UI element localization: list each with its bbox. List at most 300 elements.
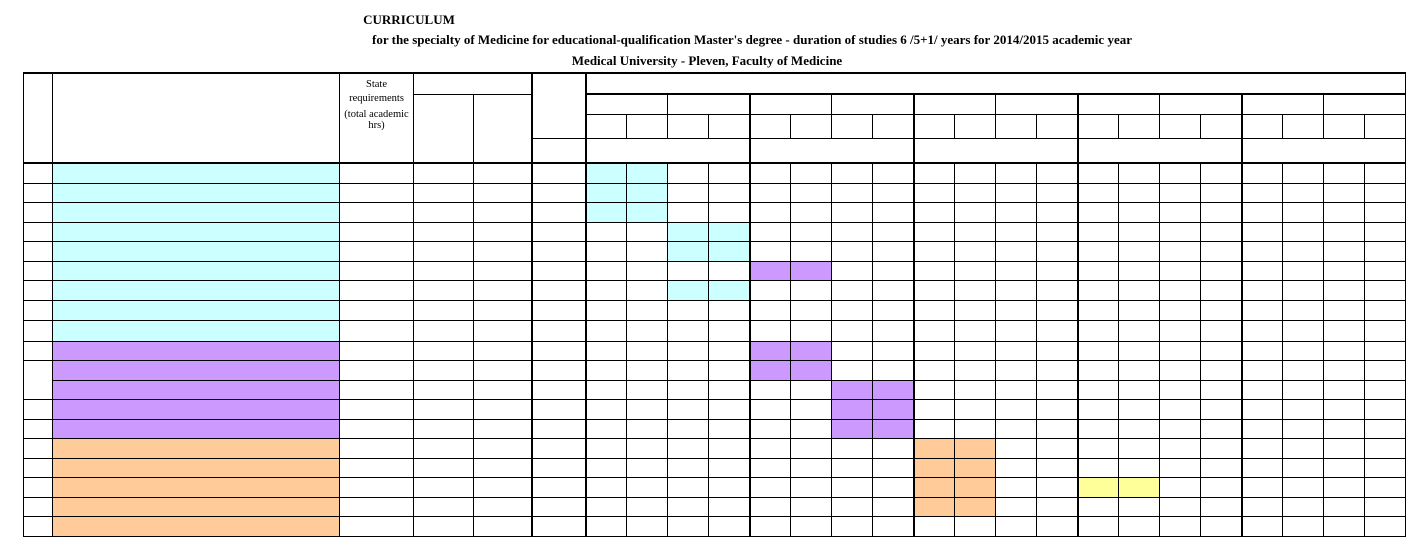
semester-load-cell (1242, 222, 1283, 242)
header-no (24, 73, 53, 163)
semester-load-cell (1078, 222, 1119, 242)
practicals-value (474, 222, 532, 242)
table-cell (832, 517, 873, 537)
semester-load-cell (668, 183, 709, 203)
semester-load-cell (1365, 458, 1406, 478)
semester-load-cell (955, 361, 996, 381)
year-header (1078, 139, 1242, 164)
doc-title: CURRICULUM (363, 12, 455, 27)
semester-load-cell (1037, 300, 1078, 321)
semester-load-cell (1365, 400, 1406, 420)
semester-load-cell (1365, 341, 1406, 361)
semester-load-cell (627, 341, 668, 361)
semester-load-cell (955, 222, 996, 242)
row-number (24, 517, 53, 537)
credits-value (532, 300, 586, 321)
semester-load-cell (1201, 497, 1242, 517)
semester-load-cell (791, 261, 832, 281)
discipline-name (53, 400, 340, 420)
semester-load-cell (1365, 242, 1406, 262)
state-hours (340, 261, 414, 281)
row-number (24, 361, 53, 400)
semester-load-cell (709, 439, 750, 459)
semester-load-cell (996, 380, 1037, 400)
lectures-value (414, 439, 474, 459)
discipline-name (53, 380, 340, 400)
semester-load-cell (1201, 183, 1242, 203)
header-loading (586, 73, 1406, 94)
semester-load-cell (668, 281, 709, 301)
row-number (24, 400, 53, 420)
state-hours (340, 341, 414, 361)
semester-load-cell (1037, 400, 1078, 420)
credits-value (532, 478, 586, 498)
semester-load-cell (750, 458, 791, 478)
header-total-credits (532, 73, 586, 139)
discipline-name (53, 341, 340, 361)
semester-load-cell (750, 380, 791, 400)
semester-load-cell (791, 203, 832, 223)
semester-load-cell (709, 281, 750, 301)
lp-header (1037, 115, 1078, 139)
semester-load-cell (1160, 183, 1201, 203)
semester-load-cell (1242, 261, 1283, 281)
semester-load-cell (914, 380, 955, 400)
table-cell (1242, 517, 1283, 537)
semester-load-cell (586, 439, 627, 459)
semester-load-cell (709, 183, 750, 203)
semester-load-cell (1119, 400, 1160, 420)
lp-header (668, 115, 709, 139)
lp-header (1365, 115, 1406, 139)
semester-load-cell (586, 400, 627, 420)
semester-load-cell (832, 341, 873, 361)
table-row (24, 361, 1406, 381)
semester-load-cell (586, 321, 627, 342)
lectures-value (414, 341, 474, 361)
semester-load-cell (791, 300, 832, 321)
semester-load-cell (914, 222, 955, 242)
header-state-line: (total academic hrs) (344, 109, 409, 132)
state-hours (340, 458, 414, 478)
semester-load-cell (750, 222, 791, 242)
semester-load-cell (1078, 300, 1119, 321)
semester-load-cell (1242, 439, 1283, 459)
discipline-name (53, 261, 340, 281)
table-row (24, 261, 1406, 281)
credits-value (532, 163, 586, 183)
semester-load-cell (1201, 458, 1242, 478)
lectures-value (414, 478, 474, 498)
header-practicals (474, 94, 532, 163)
lectures-value (414, 321, 474, 342)
semester-load-cell (586, 183, 627, 203)
semester-load-cell (873, 300, 914, 321)
semester-load-cell (791, 458, 832, 478)
semester-load-cell (1160, 497, 1201, 517)
semester-load-cell (750, 281, 791, 301)
semester-load-cell (1078, 439, 1119, 459)
semester-load-cell (586, 458, 627, 478)
semester-load-cell (1324, 321, 1365, 342)
semester-load-cell (1201, 478, 1242, 498)
semester-load-cell (914, 281, 955, 301)
header-weeks (414, 73, 532, 94)
lectures-value (414, 300, 474, 321)
row-number (24, 183, 53, 203)
semester-load-cell (1283, 458, 1324, 478)
table-cell (1365, 517, 1406, 537)
year-header (586, 139, 750, 164)
semester-load-cell (1283, 380, 1324, 400)
discipline-name (53, 419, 340, 439)
semester-load-cell (1242, 341, 1283, 361)
lp-header (873, 115, 914, 139)
semester-header (668, 94, 750, 115)
semester-load-cell (1037, 321, 1078, 342)
lectures-value (414, 261, 474, 281)
semester-load-cell (1078, 281, 1119, 301)
semester-load-cell (1365, 380, 1406, 400)
semester-load-cell (791, 478, 832, 498)
state-hours (340, 497, 414, 517)
semester-load-cell (1365, 419, 1406, 439)
semester-load-cell (832, 439, 873, 459)
semester-load-cell (1160, 163, 1201, 183)
semester-load-cell (996, 439, 1037, 459)
semester-load-cell (873, 222, 914, 242)
semester-load-cell (873, 261, 914, 281)
semester-header (750, 94, 832, 115)
semester-load-cell (955, 478, 996, 498)
semester-load-cell (1242, 380, 1283, 400)
semester-load-cell (914, 203, 955, 223)
semester-header (1242, 94, 1324, 115)
lp-header (1283, 115, 1324, 139)
semester-load-cell (996, 183, 1037, 203)
semester-load-cell (627, 419, 668, 439)
semester-load-cell (955, 458, 996, 478)
semester-load-cell (832, 261, 873, 281)
state-hours (340, 300, 414, 321)
table-row (24, 439, 1406, 459)
credits-value (532, 321, 586, 342)
semester-load-cell (955, 419, 996, 439)
semester-load-cell (1201, 341, 1242, 361)
semester-load-cell (1324, 222, 1365, 242)
practicals-value (474, 321, 532, 342)
semester-load-cell (996, 361, 1037, 381)
semester-load-cell (1242, 361, 1283, 381)
lectures-value (414, 400, 474, 420)
semester-load-cell (668, 458, 709, 478)
credits-value (532, 497, 586, 517)
state-hours (340, 380, 414, 400)
semester-load-cell (1119, 163, 1160, 183)
semester-load-cell (1078, 321, 1119, 342)
semester-load-cell (1201, 281, 1242, 301)
semester-load-cell (1078, 242, 1119, 262)
semester-load-cell (1160, 361, 1201, 381)
credits-value (532, 419, 586, 439)
semester-load-cell (1160, 400, 1201, 420)
credits-value (532, 183, 586, 203)
semester-load-cell (1324, 341, 1365, 361)
semester-load-cell (750, 478, 791, 498)
semester-load-cell (832, 419, 873, 439)
practicals-value (474, 281, 532, 301)
year-header (750, 139, 914, 164)
year-header (1242, 139, 1406, 164)
semester-load-cell (955, 242, 996, 262)
semester-load-cell (709, 242, 750, 262)
practicals-value (474, 341, 532, 361)
semester-load-cell (1160, 380, 1201, 400)
semester-load-cell (1201, 361, 1242, 381)
semester-load-cell (709, 222, 750, 242)
semester-load-cell (1324, 361, 1365, 381)
table-cell (1037, 517, 1078, 537)
semester-load-cell (996, 222, 1037, 242)
semester-load-cell (914, 439, 955, 459)
table-row (24, 321, 1406, 342)
semester-load-cell (832, 222, 873, 242)
semester-load-cell (1324, 419, 1365, 439)
row-number (24, 321, 53, 342)
table-cell (532, 517, 586, 537)
semester-header (914, 94, 996, 115)
table-row (24, 242, 1406, 262)
semester-load-cell (1283, 361, 1324, 381)
practicals-value (474, 380, 532, 400)
semester-load-cell (627, 281, 668, 301)
semester-load-cell (1324, 261, 1365, 281)
semester-load-cell (1201, 380, 1242, 400)
semester-load-cell (873, 183, 914, 203)
semester-header (1324, 94, 1406, 115)
semester-load-cell (832, 163, 873, 183)
semester-load-cell (832, 400, 873, 420)
semester-header (832, 94, 914, 115)
state-hours (340, 242, 414, 262)
semester-load-cell (1324, 242, 1365, 262)
semester-load-cell (1283, 300, 1324, 321)
semester-load-cell (1365, 478, 1406, 498)
semester-load-cell (586, 163, 627, 183)
semester-load-cell (1037, 261, 1078, 281)
semester-load-cell (750, 163, 791, 183)
semester-header (1160, 94, 1242, 115)
semester-load-cell (1119, 439, 1160, 459)
semester-load-cell (586, 361, 627, 381)
semester-load-cell (832, 183, 873, 203)
row-number (24, 203, 53, 223)
table-cell (1078, 517, 1119, 537)
lp-header (914, 115, 955, 139)
discipline-name (53, 242, 340, 262)
semester-load-cell (1283, 203, 1324, 223)
semester-header (1078, 94, 1160, 115)
table-cell (791, 517, 832, 537)
table-cell (340, 517, 414, 537)
header-state-requirements (340, 73, 414, 163)
semester-load-cell (955, 183, 996, 203)
state-hours (340, 222, 414, 242)
semester-load-cell (873, 497, 914, 517)
semester-load-cell (627, 380, 668, 400)
state-hours (340, 361, 414, 381)
lectures-value (414, 419, 474, 439)
lp-header (627, 115, 668, 139)
semester-load-cell (1365, 361, 1406, 381)
row-number (24, 261, 53, 281)
semester-load-cell (709, 203, 750, 223)
table-row (24, 458, 1406, 478)
semester-load-cell (996, 261, 1037, 281)
semester-load-cell (1037, 242, 1078, 262)
semester-load-cell (668, 321, 709, 342)
semester-load-cell (1242, 478, 1283, 498)
semester-load-cell (1324, 380, 1365, 400)
semester-load-cell (1365, 497, 1406, 517)
semester-load-cell (1160, 261, 1201, 281)
lp-header (791, 115, 832, 139)
semester-load-cell (627, 400, 668, 420)
discipline-name (53, 281, 340, 301)
semester-load-cell (955, 203, 996, 223)
semester-load-cell (996, 203, 1037, 223)
semester-load-cell (873, 458, 914, 478)
semester-load-cell (1201, 163, 1242, 183)
semester-load-cell (1160, 203, 1201, 223)
table-row (24, 183, 1406, 203)
table-cell (709, 517, 750, 537)
table-cell (914, 517, 955, 537)
discipline-name (53, 439, 340, 459)
discipline-name (53, 203, 340, 223)
semester-load-cell (832, 281, 873, 301)
semester-load-cell (914, 183, 955, 203)
semester-load-cell (1324, 497, 1365, 517)
semester-load-cell (873, 380, 914, 400)
semester-load-cell (1037, 361, 1078, 381)
semester-load-cell (1078, 341, 1119, 361)
semester-load-cell (1037, 380, 1078, 400)
semester-load-cell (1283, 341, 1324, 361)
state-hours (340, 419, 414, 439)
practicals-value (474, 497, 532, 517)
table-row (24, 478, 1406, 498)
semester-load-cell (1283, 400, 1324, 420)
table-row (24, 419, 1406, 439)
semester-load-cell (1324, 163, 1365, 183)
discipline-name (53, 361, 340, 381)
practicals-value (474, 203, 532, 223)
lp-header (750, 115, 791, 139)
semester-load-cell (1160, 321, 1201, 342)
semester-load-cell (1242, 300, 1283, 321)
semester-load-cell (709, 400, 750, 420)
practicals-value (474, 439, 532, 459)
semester-load-cell (1119, 380, 1160, 400)
semester-load-cell (914, 242, 955, 262)
semester-load-cell (955, 400, 996, 420)
semester-load-cell (1037, 341, 1078, 361)
lectures-value (414, 242, 474, 262)
semester-load-cell (1119, 222, 1160, 242)
year-header (914, 139, 1078, 164)
credits-spacer (532, 139, 586, 164)
practicals-value (474, 242, 532, 262)
semester-load-cell (750, 203, 791, 223)
table-row (24, 281, 1406, 301)
semester-load-cell (1078, 419, 1119, 439)
doc-institution: Medical University - Pleven, Faculty of Medicine (571, 53, 843, 68)
semester-load-cell (955, 281, 996, 301)
semester-load-cell (668, 242, 709, 262)
semester-load-cell (668, 163, 709, 183)
table-row (24, 222, 1406, 242)
lp-header (955, 115, 996, 139)
semester-load-cell (750, 341, 791, 361)
semester-load-cell (1078, 478, 1119, 498)
semester-load-cell (914, 419, 955, 439)
semester-load-cell (873, 242, 914, 262)
semester-load-cell (1119, 419, 1160, 439)
discipline-name (53, 183, 340, 203)
state-hours (340, 281, 414, 301)
semester-load-cell (1078, 458, 1119, 478)
state-hours (340, 183, 414, 203)
semester-load-cell (955, 341, 996, 361)
curriculum-table (23, 72, 1406, 537)
semester-load-cell (1078, 497, 1119, 517)
semester-load-cell (832, 203, 873, 223)
semester-load-cell (1324, 300, 1365, 321)
semester-load-cell (1242, 497, 1283, 517)
semester-load-cell (1242, 163, 1283, 183)
row-number (24, 419, 53, 439)
semester-load-cell (955, 261, 996, 281)
table-cell (955, 517, 996, 537)
lectures-value (414, 163, 474, 183)
semester-load-cell (1119, 300, 1160, 321)
semester-load-cell (668, 497, 709, 517)
lp-header (1242, 115, 1283, 139)
semester-load-cell (873, 341, 914, 361)
semester-load-cell (1324, 439, 1365, 459)
semester-load-cell (1365, 321, 1406, 342)
semester-load-cell (873, 439, 914, 459)
header-state-line: requirements (349, 93, 404, 105)
semester-load-cell (1078, 203, 1119, 223)
semester-load-cell (1324, 400, 1365, 420)
table-row (24, 497, 1406, 517)
semester-load-cell (668, 419, 709, 439)
semester-load-cell (750, 439, 791, 459)
state-hours (340, 203, 414, 223)
discipline-name (53, 163, 340, 183)
semester-load-cell (1242, 321, 1283, 342)
semester-load-cell (586, 300, 627, 321)
semester-load-cell (668, 478, 709, 498)
semester-header (996, 94, 1078, 115)
semester-load-cell (1365, 163, 1406, 183)
state-hours (340, 439, 414, 459)
semester-load-cell (1037, 439, 1078, 459)
semester-load-cell (586, 497, 627, 517)
semester-load-cell (914, 261, 955, 281)
